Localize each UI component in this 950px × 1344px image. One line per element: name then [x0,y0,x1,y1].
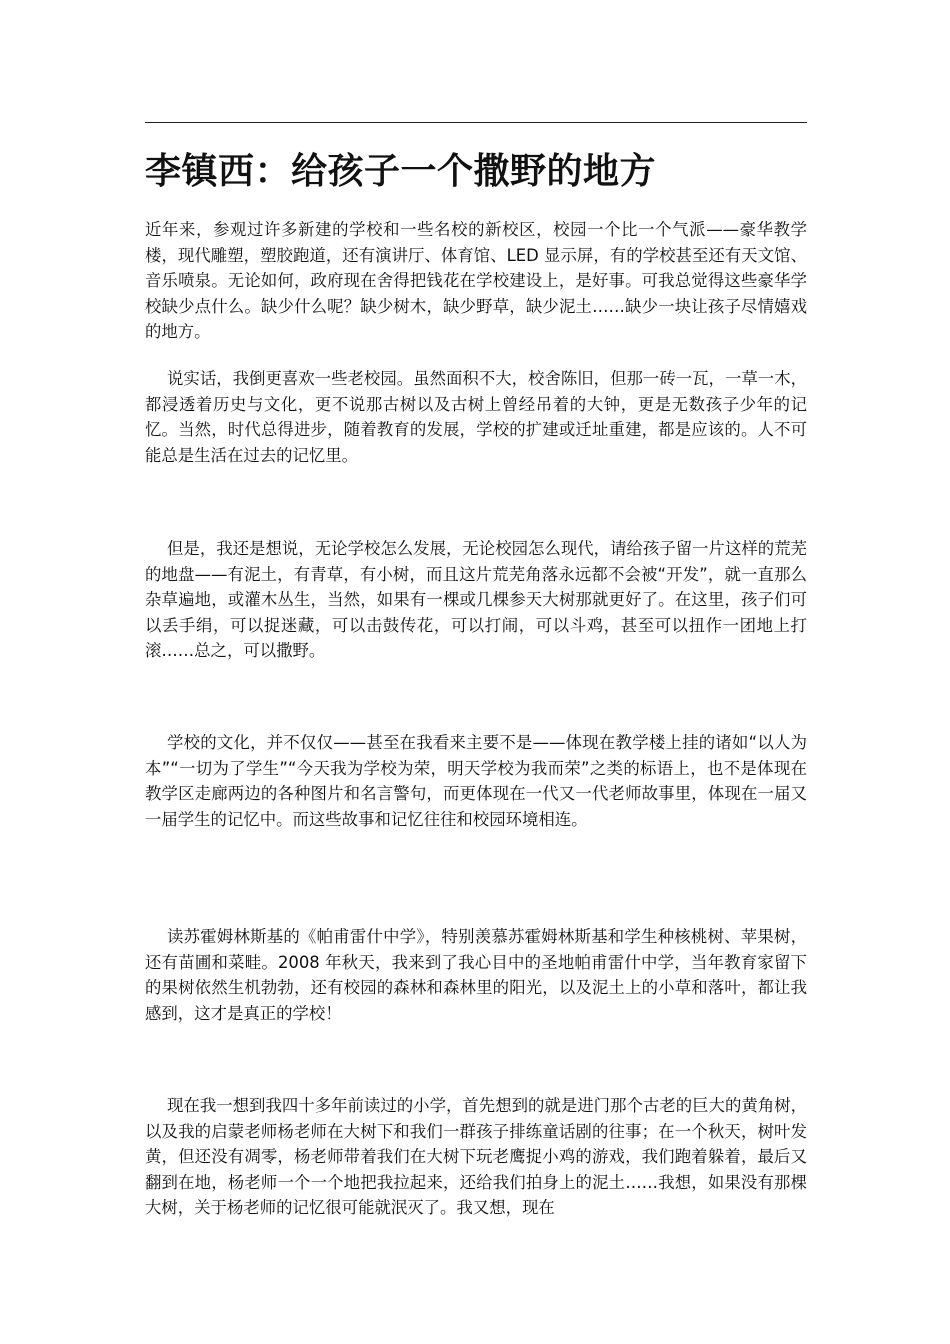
paragraph-1: 近年来，参观过许多新建的学校和一些名校的新校区，校园一个比一个气派——豪华教学楼，现代雕塑，塑胶跑道，还有演讲厅、体育馆、LED 显示屏，有的学校甚至还有天文馆、音乐喷泉。无论如何，政府现在舍得把钱花在学校建设上，是好事。可我总觉得这些豪华学校缺少点什么。缺少什么呢？缺少树木，缺少野草，缺少泥土……缺少一块让孩子尽情嬉戏的地方。 [145,220,807,341]
paragraph-2: 说实话，我倒更喜欢一些老校园。虽然面积不大，校舍陈旧，但那一砖一瓦，一草一木，都浸透着历史与文化，更不说那古树以及古树上曾经吊着的大钟，更是无数孩子少年的记忆。当然，时代总得进步，随着教育的发展，学校的扩建或迁址重建，都是应该的。人不可能总是生活在过去的记忆里。 [145,369,807,465]
paragraph-3: 但是，我还是想说，无论学校怎么发展，无论校园怎么现代，请给孩子留一片这样的荒芜的地盘——有泥土，有青草，有小树，而且这片荒芜角落永远都不会被“开发”，就一直那么杂草遍地，或灌木丛生，当然，如果有一棵或几棵参天大树那就更好了。在这里，孩子们可以丢手绢，可以捉迷藏，可以击鼓传花，可以打闹，可以斗鸡，甚至可以扭作一团地上打滚……总之，可以撒野。 [145,539,807,660]
paragraph-4: 学校的文化，并不仅仅——甚至在我看来主要不是——体现在教学楼上挂的诸如“以人为本”“一切为了学生”“今天我为学校为荣，明天学校为我而荣”之类的标语上，也不是体现在教学区走廊两边的各种图片和名言警句，而更体现在一代又一代老师故事里，体现在一届又一届学生的记忆中。而这些故事和记忆往往和校园环境相连。 [145,733,807,829]
paragraph-6: 现在我一想到我四十多年前读过的小学，首先想到的就是进门那个古老的巨大的黄角树，以及我的启蒙老师杨老师在大树下和我们一群孩子排练童话剧的往事；在一个秋天，树叶发黄，但还没有凋零，杨老师带着我们在大树下玩老鹰捉小鸡的游戏，我们跑着躲着，最后又翻到在地，杨老师一个一个地把我拉起来，还给我们拍身上的泥土……我想，如果没有那棵大树，关于杨老师的记忆很可能就泯灭了。我又想，现在 [145,1096,807,1217]
paragraph-5: 读苏霍姆林斯基的《帕甫雷什中学》，特别羡慕苏霍姆林斯基和学生种核桃树、苹果树，还有苗圃和菜畦。2008 年秋天，我来到了我心目中的圣地帕甫雷什中学，当年教育家留下的果树依然生机勃勃，还有校园的森林和森林里的阳光，以及泥土上的小草和落叶，都让我感到，这才是真正的学校！ [145,927,807,1023]
article-title: 李镇西：给孩子一个撒野的地方 [145,151,657,192]
header-rule [145,122,807,123]
